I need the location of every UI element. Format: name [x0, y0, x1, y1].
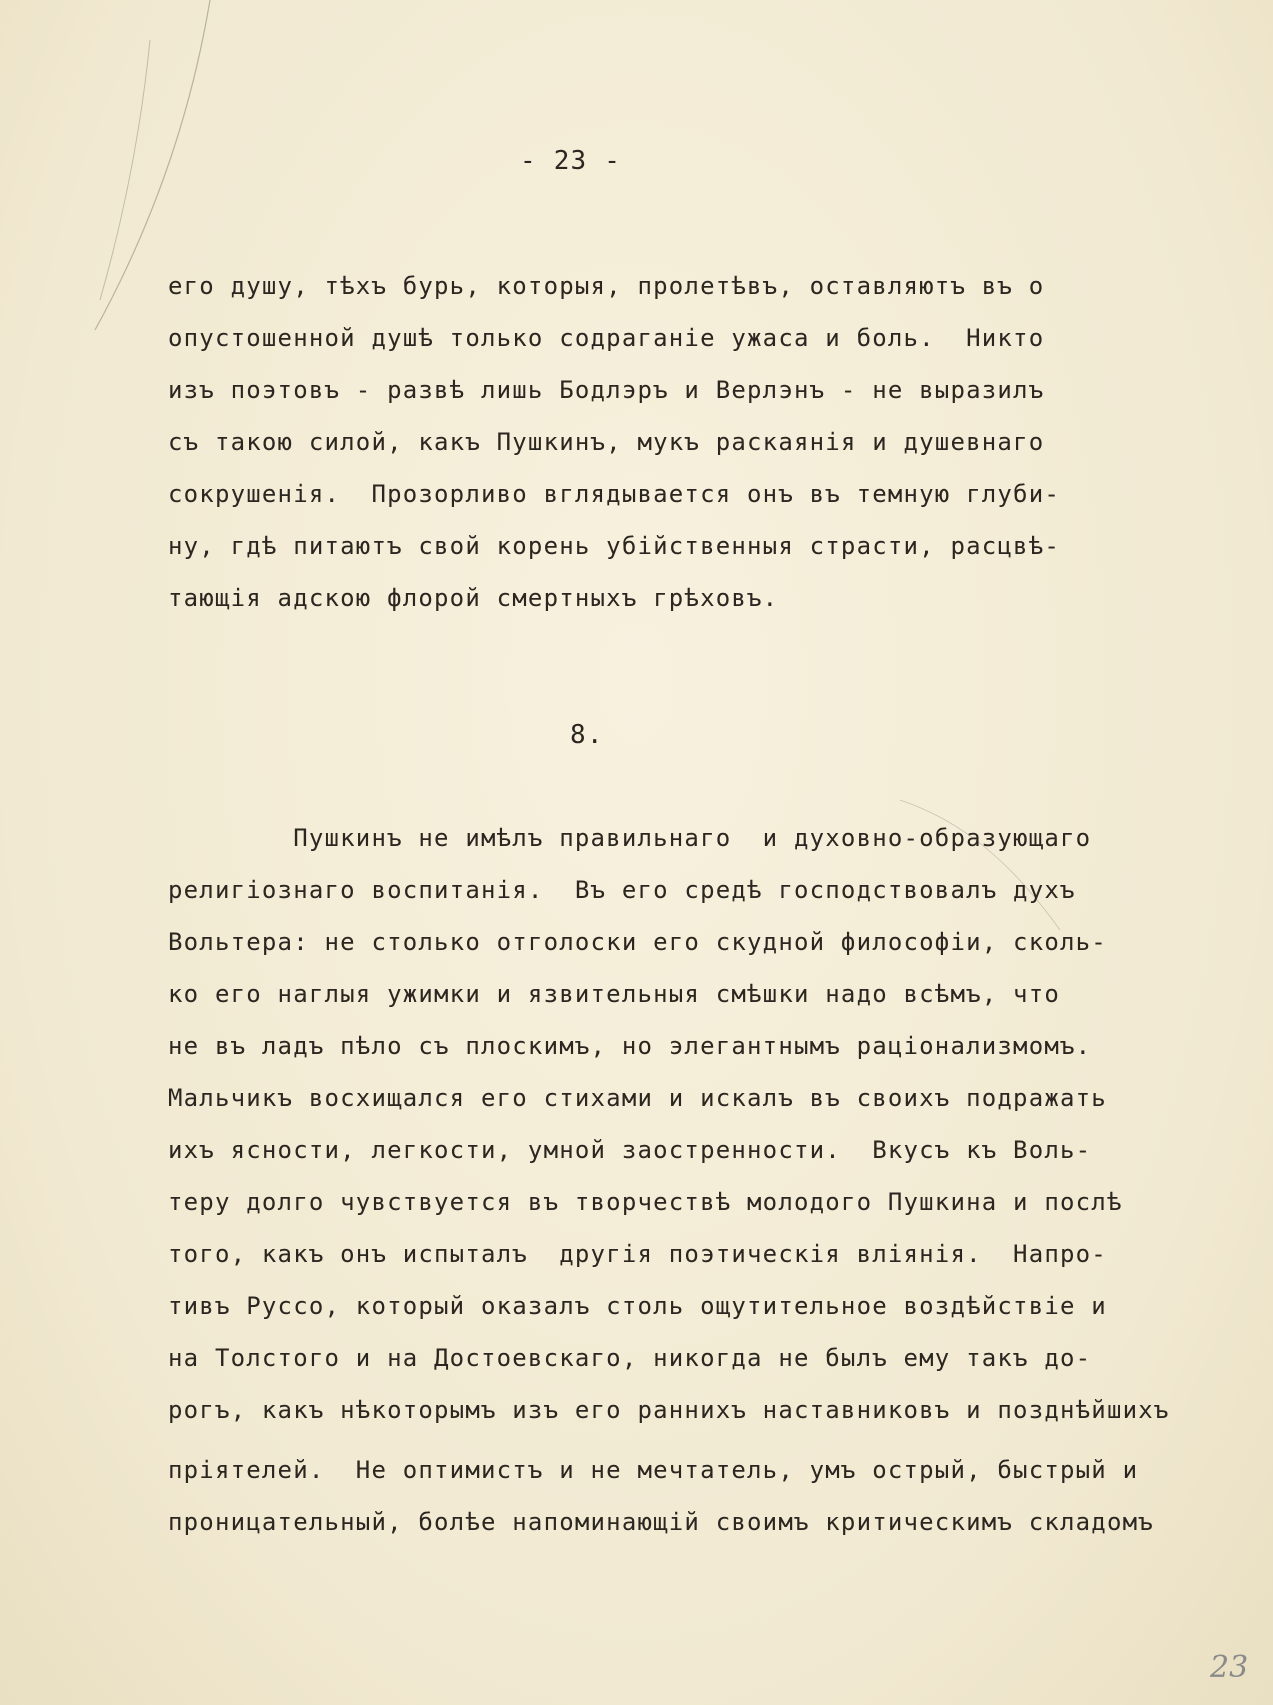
text-line: тивъ Руссо, который оказалъ столь ощутительное воздѣйствіе и [168, 1292, 1107, 1320]
text-line: проницательный, болѣе напоминающій своимъ критическимъ складомъ [168, 1508, 1154, 1536]
text-line: Вольтера: не столько отголоски его скудной философіи, сколь- [168, 928, 1107, 956]
text-line: религіознаго воспитанія. Въ его средѣ господствовалъ духъ [168, 876, 1076, 904]
text-line: сокрушенія. Прозорливо вглядывается онъ въ темную глуби- [168, 480, 1061, 508]
text-line: съ такою силой, какъ Пушкинъ, мукъ раскаянія и душевнаго [168, 428, 1045, 456]
text-line: изъ поэтовъ - развѣ лишь Бодлэръ и Верлэнъ - не выразилъ [168, 376, 1045, 404]
text-line: рогъ, какъ нѣкоторымъ изъ его раннихъ наставниковъ и позднѣйшихъ [168, 1396, 1170, 1424]
text-line: на Толстого и на Достоевскаго, никогда не былъ ему такъ до- [168, 1344, 1092, 1372]
text-line: пріятелей. Не оптимистъ и не мечтатель, умъ острый, быстрый и [168, 1456, 1139, 1484]
text-line: ихъ ясности, легкости, умной заостренности. Вкусъ къ Воль- [168, 1136, 1092, 1164]
text-line: того, какъ онъ испыталъ другія поэтическія вліянія. Напро- [168, 1240, 1107, 1268]
text-line: опустошенной душѣ только содраганіе ужаса и боль. Никто [168, 324, 1045, 352]
page-number: - 23 - [520, 146, 622, 176]
text-line: Мальчикъ восхищался его стихами и искалъ въ своихъ подражать [168, 1084, 1107, 1112]
text-line: ну, гдѣ питаютъ свой корень убійственныя страсти, расцвѣ- [168, 532, 1061, 560]
text-line: теру долго чувствуется въ творчествѣ молодого Пушкина и послѣ [168, 1188, 1123, 1216]
text-line: ко его наглыя ужимки и язвительныя смѣшки надо всѣмъ, что [168, 980, 1061, 1008]
text-line: не въ ладъ пѣло съ плоскимъ, но элегантнымъ раціонализмомъ. [168, 1032, 1092, 1060]
section-number: 8. [570, 720, 604, 750]
text-line: его душу, тѣхъ бурь, которыя, пролетѣвъ, оставляютъ въ о [168, 272, 1045, 300]
handwritten-folio-number: 23 [1210, 1650, 1249, 1685]
text-line: Пушкинъ не имѣлъ правильнаго и духовно-образующаго [168, 824, 1092, 852]
text-line: тающія адскою флорой смертныхъ грѣховъ. [168, 584, 779, 612]
